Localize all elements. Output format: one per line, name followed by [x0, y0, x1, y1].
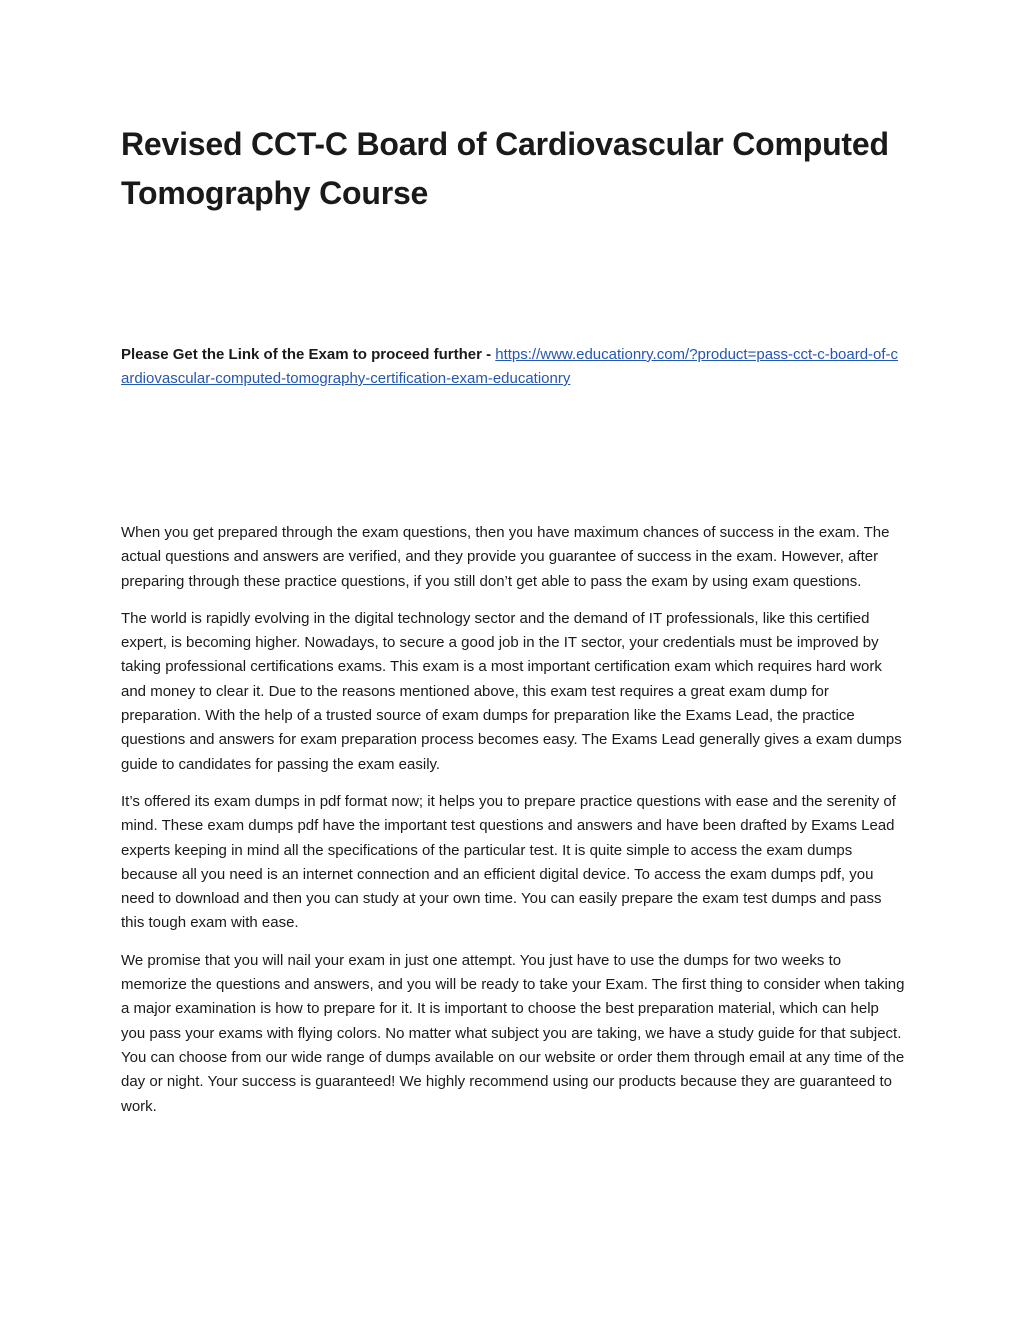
link-intro-text: Please Get the Link of the Exam to proceed further -: [121, 346, 492, 363]
exam-link[interactable]: https://www.educationry.com/?product=pass-cct-c-board-of-cardiovascular-computed-tomography-certification-exam-educationry: [121, 346, 899, 387]
page-title: Revised CCT-C Board of Cardiovascular Computed Tomography Course: [121, 126, 889, 211]
paragraph-4: We promise that you will nail your exam in just one attempt. You just have to use the dumps for two weeks to memorize the questions and answers, and you will be ready to take your Exam. The first thing to consider when taking a major examination is how to prepare for it. It is important to choose the best preparation material, which can help you pass your exams with flying colors. No matter what subject you are taking, we have a study guide for that subject. You can choose from our wide range of dumps available on our website or order them through email at any time of the day or night. Your success is guaranteed! We highly recommend using our products because they are guaranteed to work.: [121, 951, 905, 1115]
paragraph-2: The world is rapidly evolving in the digital technology sector and the demand of IT professionals, like this certified expert, is becoming higher. Nowadays, to secure a good job in the IT sector, your credentials must be improved by taking professional certifications exams. This exam is a most important certification exam which requires hard work and money to clear it. Due to the reasons mentioned above, this exam test requires a great exam dump for preparation. With the help of a trusted source of exam dumps for preparation like the Exams Lead, the practice questions and answers for exam preparation process becomes easy. The Exams Lead generally gives a exam dumps guide to candidates for passing the exam easily.: [121, 609, 902, 773]
exam-link-paragraph: [121, 343, 905, 391]
paragraph-3: It’s offered its exam dumps in pdf format now; it helps you to prepare practice questions with ease and the serenity of mind. These exam dumps pdf have the important test questions and answers and have been drafted by Exams Lead experts keeping in mind all the specifications of the particular test. It is quite simple to access the exam dumps because all you need is an internet connection and an efficient digital device. To access the exam dumps pdf, you need to download and then you can study at your own time. You can easily prepare the exam test dumps and pass this tough exam with ease.: [121, 792, 896, 932]
paragraph-1: When you get prepared through the exam questions, then you have maximum chances of success in the exam. The actual questions and answers are verified, and they provide you guarantee of success in the exam. However, after preparing through these practice questions, if you still don’t get able to pass the exam by using exam questions.: [121, 524, 890, 590]
body-text: [121, 521, 905, 1132]
